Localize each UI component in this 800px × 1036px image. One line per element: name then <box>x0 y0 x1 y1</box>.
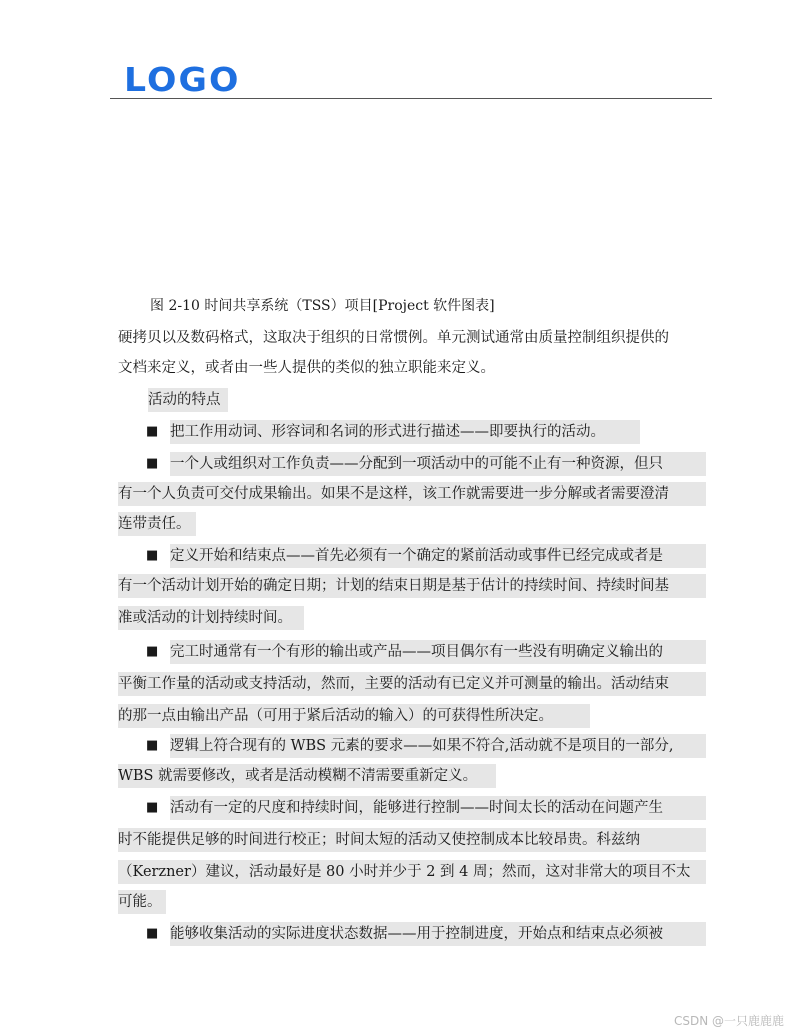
figure-caption: 图 2-10 时间共享系统（TSS）项目[Project 软件图表] <box>150 298 495 314</box>
bullet-marker: ■ <box>146 644 159 659</box>
bullet-marker: ■ <box>146 926 159 941</box>
bullet-text: 完工时通常有一个有形的输出或产品——项目偶尔有一些没有明确定义输出的 <box>170 640 706 664</box>
bullet-marker: ■ <box>146 424 159 439</box>
section-title: 活动的特点 <box>148 388 228 412</box>
bullet-text: 可能。 <box>118 890 166 914</box>
bullet-marker: ■ <box>146 548 159 563</box>
logo: LOGO <box>124 60 241 99</box>
bullet-text: 有一个人负责可交付成果输出。如果不是这样，该工作就需要进一步分解或者需要澄清 <box>118 482 706 506</box>
bullet-text: 逻辑上符合现有的 WBS 元素的要求——如果不符合,活动就不是项目的一部分, <box>170 734 706 758</box>
bullet-text: 能够收集活动的实际进度状态数据——用于控制进度，开始点和结束点必须被 <box>170 922 706 946</box>
bullet-marker: ■ <box>146 800 159 815</box>
bullet-text: 连带责任。 <box>118 512 196 536</box>
bullet-text: 的那一点由输出产品（可用于紧后活动的输入）的可获得性所决定。 <box>118 704 590 728</box>
bullet-text: 准或活动的计划持续时间。 <box>118 606 304 630</box>
bullet-text: WBS 就需要修改，或者是活动模糊不清需要重新定义。 <box>118 764 496 788</box>
bullet-marker: ■ <box>146 738 159 753</box>
bullet-text: 时不能提供足够的时间进行校正；时间太短的活动又使控制成本比较昂贵。科兹纳 <box>118 828 706 852</box>
bullet-text: 一个人或组织对工作负责——分配到一项活动中的可能不止有一种资源，但只 <box>170 452 706 476</box>
bullet-text: 活动有一定的尺度和持续时间，能够进行控制——时间太长的活动在问题产生 <box>170 796 706 820</box>
intro-line: 硬拷贝以及数码格式，这取决于组织的日常惯例。单元测试通常由质量控制组织提供的 <box>118 330 669 346</box>
bullet-text: 有一个活动计划开始的确定日期；计划的结束日期是基于估计的持续时间、持续时间基 <box>118 574 706 598</box>
header-divider <box>110 98 712 99</box>
intro-line: 文档来定义，或者由一些人提供的类似的独立职能来定义。 <box>118 360 495 376</box>
bullet-text: 平衡工作量的活动或支持活动，然而，主要的活动有已定义并可测量的输出。活动结束 <box>118 672 706 696</box>
bullet-text: 定义开始和结束点——首先必须有一个确定的紧前活动或事件已经完成或者是 <box>170 544 706 568</box>
bullet-marker: ■ <box>146 456 159 471</box>
watermark: CSDN @一只鹿鹿鹿 <box>673 1014 784 1028</box>
bullet-text: 把工作用动词、形容词和名词的形式进行描述——即要执行的活动。 <box>170 420 640 444</box>
bullet-text: （Kerzner）建议，活动最好是 80 小时并少于 2 到 4 周；然而，这对非常大的项目不太 <box>118 860 706 884</box>
